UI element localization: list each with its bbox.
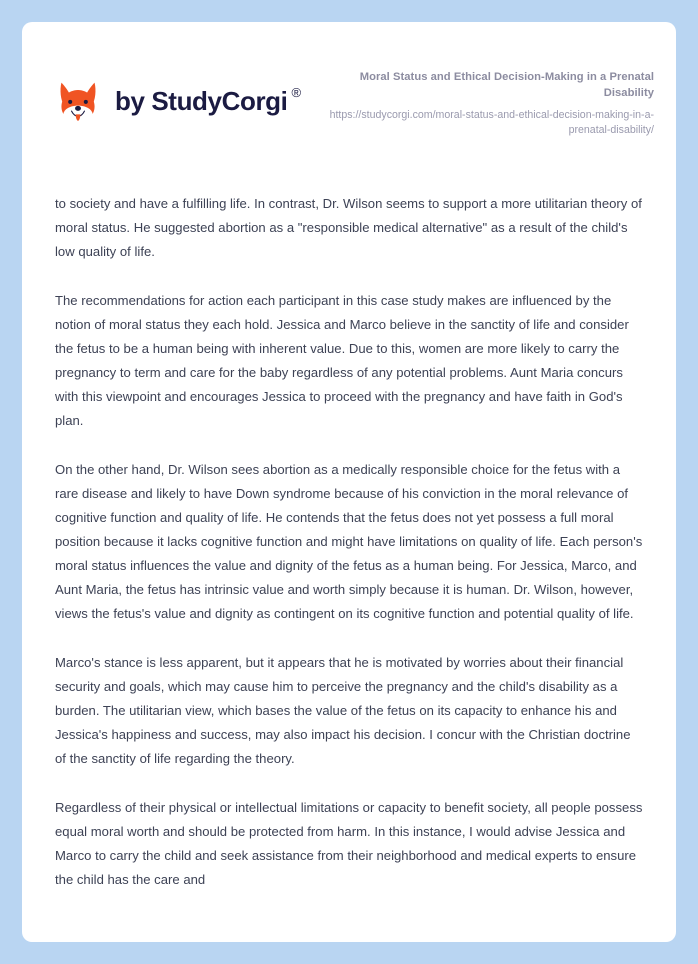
brand-logo-block[interactable] xyxy=(55,68,301,124)
body-paragraph: On the other hand, Dr. Wilson sees abortion as a medically responsible choice for the fetus with a rare disease and likely to have Down syndrome because of his conviction in the moral relevance of cognitive function and quality of life. He contends that the fetus does not yet possess a full moral position because it lacks cognitive function and might have limitations on quality of life. Each person's moral status influences the value and dignity of the fetus as a human being. For Jessica, Marco, and Aunt Maria, the fetus has intrinsic value and worth simply because it is human. Dr. Wilson, however, views the fetus's value and dignity as contingent on its cognitive function and potential quality of life. xyxy=(55,461,643,621)
document-source-url[interactable]: https://studycorgi.com/moral-status-and-ethical-decision-making-in-a-prenatal-disability/ xyxy=(329,108,654,137)
document-title: Moral Status and Ethical Decision-Making in a Prenatal Disability xyxy=(359,71,654,99)
registered-trademark-icon: ® xyxy=(291,85,301,100)
brand-name-text: by StudyCorgi xyxy=(115,86,288,116)
document-page xyxy=(22,22,676,942)
body-paragraph: to society and have a fulfilling life. In contrast, Dr. Wilson seems to support a more utilitarian theory of moral status. He suggested abortion as a "responsible medical alternative" as a result of the child's low quality of life. xyxy=(55,195,642,259)
brand-wordmark xyxy=(115,85,301,116)
corgi-head-logo-icon xyxy=(55,78,101,124)
header-body-spacer xyxy=(22,139,676,192)
body-paragraph: The recommendations for action each participant in this case study makes are influenced by the notion of moral status they each hold. Jessica and Marco believe in the sanctity of life and consider the fetus to be a human being with inherent value. Due to this, women are more likely to carry the pregnancy to term and care for the baby regardless of any potential problems. Aunt Maria concurs with this viewpoint and encourages Jessica to proceed with the pregnancy and have faith in God's plan. xyxy=(55,292,629,428)
document-body xyxy=(22,192,676,892)
document-meta xyxy=(309,68,654,139)
document-header xyxy=(22,22,676,139)
body-paragraph: Regardless of their physical or intellectual limitations or capacity to benefit society, all people possess equal moral worth and should be protected from harm. In this instance, I would advise Jessica and Marco to carry the child and seek assistance from their neighborhood and medical experts to ensure the child has the care and xyxy=(55,799,643,887)
body-paragraph: Marco's stance is less apparent, but it appears that he is motivated by worries about their financial security and goals, which may cause him to perceive the pregnancy and the child's disability as a burden. The utilitarian view, which bases the value of the fetus on its capacity to enhance his and Jessica's happiness and success, may also impact his decision. I concur with the Christian doctrine of the sanctity of life regarding the theory. xyxy=(55,654,631,766)
